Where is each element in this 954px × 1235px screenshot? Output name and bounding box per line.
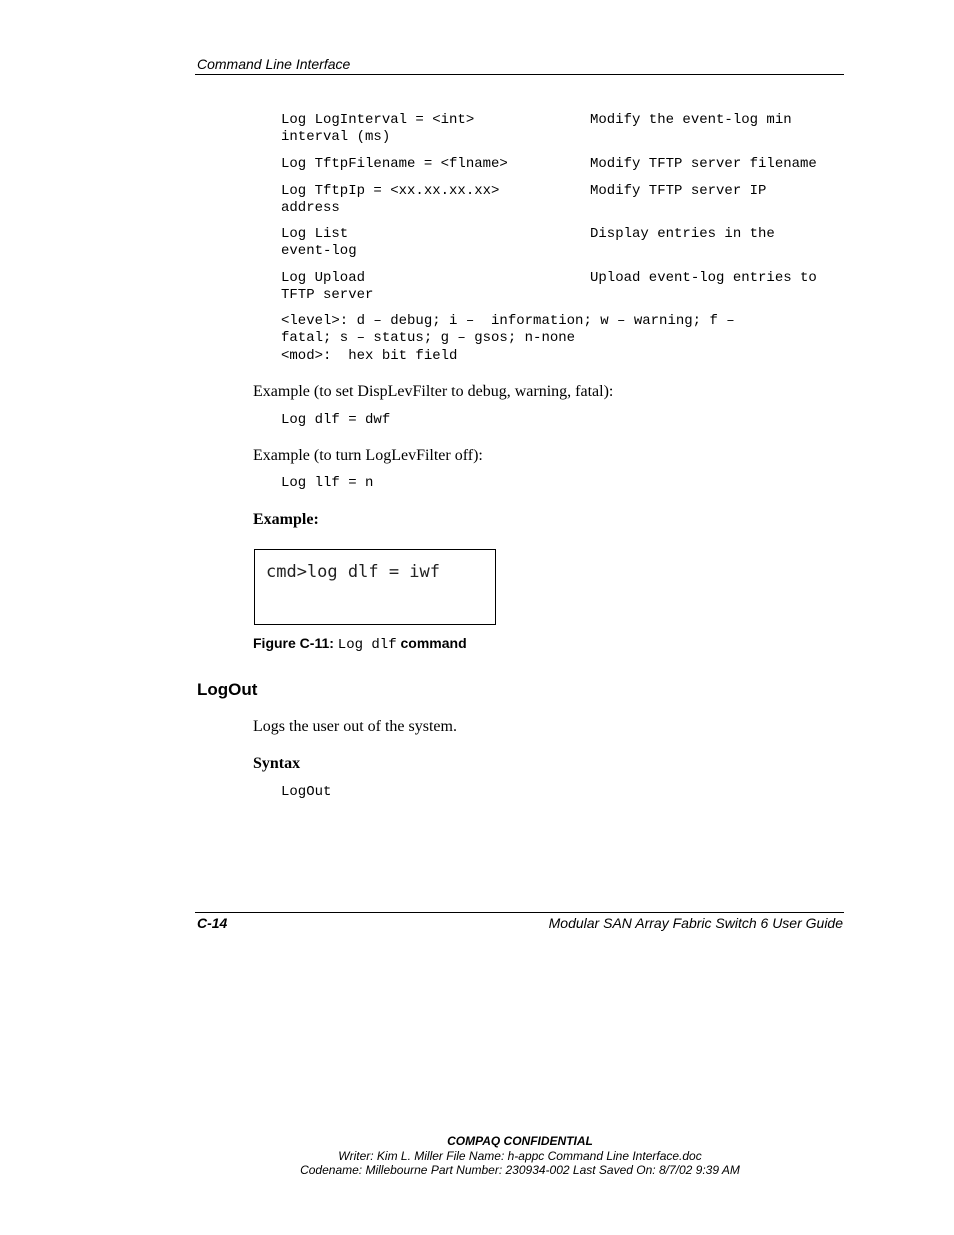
example-text: Example (to turn LogLevFilter off):: [253, 447, 483, 464]
level-note: fatal; s – status; g – gsos; n-none: [281, 330, 576, 346]
command-syntax: Log TftpIp = <xx.xx.xx.xx>: [281, 183, 500, 199]
command-description: Modify TFTP server IP: [590, 183, 767, 199]
header-rule: [195, 74, 844, 75]
example-heading: Example:: [253, 511, 319, 528]
figure-caption-label: Figure C-11:: [253, 635, 334, 651]
footer-rule: [195, 912, 844, 913]
command-syntax: Log LogInterval = <int>: [281, 112, 475, 128]
command-description: Display entries in the: [590, 226, 775, 242]
command-description: Upload event-log entries to: [590, 270, 817, 286]
command-syntax: Log TftpFilename = <flname>: [281, 156, 508, 172]
syntax-heading: Syntax: [253, 755, 301, 772]
document-info-line: Writer: Kim L. Miller File Name: h-appc Command Line Interface.doc: [338, 1149, 702, 1163]
command-syntax: Log List: [281, 226, 349, 242]
example-text: Example (to set DispLevFilter to debug, warning, fatal):: [253, 383, 614, 400]
command-description-cont: address: [281, 200, 340, 216]
command-description: Modify the event-log min: [590, 112, 792, 128]
figure-caption-suffix: command: [400, 635, 467, 651]
level-note: <mod>: hex bit field: [281, 348, 458, 364]
example-code: Log llf = n: [281, 475, 374, 491]
page-number: C-14: [197, 915, 228, 931]
command-description-cont: interval (ms): [281, 129, 391, 145]
running-header: Command Line Interface: [197, 56, 351, 72]
confidential-label: COMPAQ CONFIDENTIAL: [447, 1134, 593, 1148]
figure-caption: [253, 635, 467, 653]
document-info-line: Codename: Millebourne Part Number: 230934-002 Last Saved On: 8/7/02 9:39 AM: [300, 1163, 740, 1177]
syntax-code: LogOut: [281, 784, 332, 800]
logout-description: Logs the user out of the system.: [253, 718, 457, 735]
level-note: <level>: d – debug; i – information; w – warning; f –: [281, 313, 735, 329]
command-table: [281, 112, 851, 302]
example-code: Log dlf = dwf: [281, 412, 391, 428]
guide-title: Modular SAN Array Fabric Switch 6 User Guide: [548, 915, 843, 931]
command-description-cont: event-log: [281, 243, 357, 259]
section-heading-logout: LogOut: [197, 680, 258, 699]
figure-caption-code: Log dlf: [337, 637, 397, 653]
terminal-command-text: cmd>log dlf = iwf: [266, 562, 440, 582]
terminal-figure: [254, 549, 496, 625]
command-description-cont: TFTP server: [281, 287, 374, 303]
command-description: Modify TFTP server filename: [590, 156, 817, 172]
command-syntax: Log Upload: [281, 270, 366, 286]
